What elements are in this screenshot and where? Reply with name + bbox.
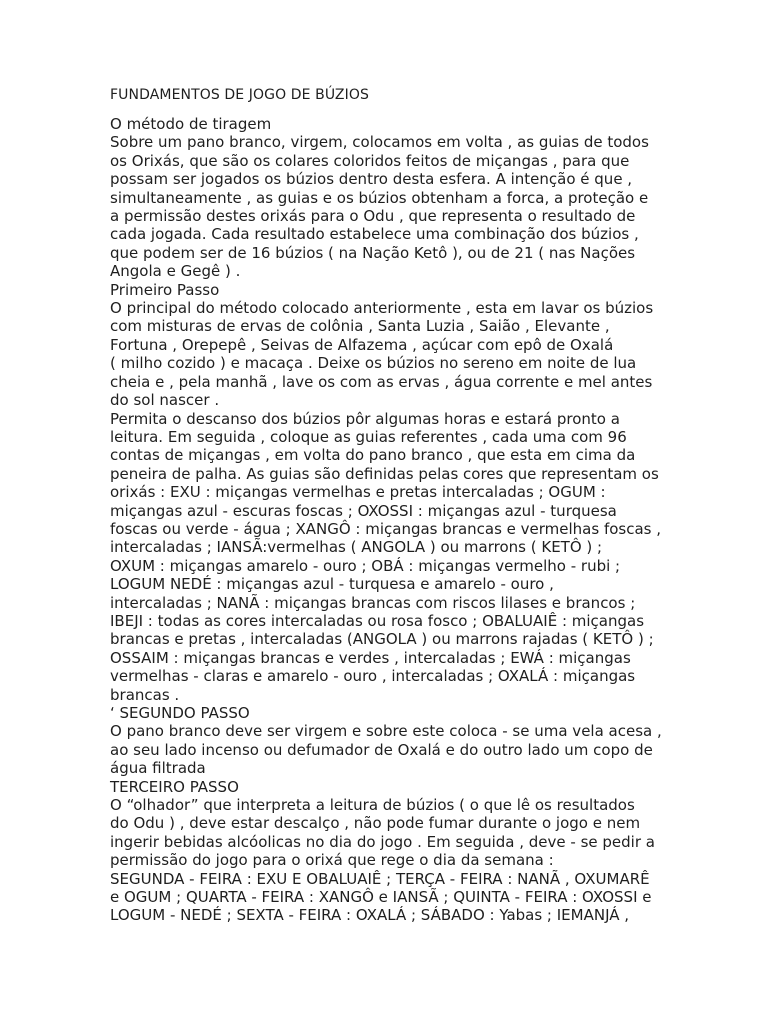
text-line: O principal do método colocado anteriormente , esta em lavar os búzios bbox=[110, 299, 654, 318]
text-line: possam ser jogados os búzios dentro desta esfera. A intenção é que , bbox=[110, 170, 633, 189]
text-line: água filtrada bbox=[110, 759, 206, 778]
text-line: ( milho cozido ) e macaça . Deixe os búzios no sereno em noite de lua bbox=[110, 354, 637, 373]
document-title: FUNDAMENTOS DE JOGO DE BÚZIOS bbox=[110, 87, 369, 103]
text-line: brancas . bbox=[110, 685, 180, 704]
text-line: miçangas azul - escuras foscas ; OXOSSI : miçangas azul - turquesa bbox=[110, 501, 617, 520]
text-line: O método de tiragem bbox=[110, 115, 272, 133]
text-line: Fortuna , Orepepê , Seivas de Alfazema , açúcar com epô de Oxalá bbox=[110, 335, 614, 354]
text-line: cada jogada. Cada resultado estabelece uma combinação dos búzios , bbox=[110, 225, 639, 244]
document-body bbox=[110, 115, 670, 925]
text-line: O pano branco deve ser virgem e sobre este coloca - se uma vela acesa , bbox=[110, 722, 662, 741]
text-line: orixás : EXU : miçangas vermelhas e pretas intercaladas ; OGUM : bbox=[110, 483, 606, 502]
text-line: foscas ou verde - água ; XANGÔ : miçangas brancas e vermelhas foscas , bbox=[110, 519, 662, 538]
text-line: Angola e Gegê ) . bbox=[110, 262, 241, 281]
text-line: Sobre um pano branco, virgem, colocamos em volta , as guias de todos bbox=[110, 133, 649, 152]
text-line: leitura. Em seguida , coloque as guias referentes , cada uma com 96 bbox=[110, 427, 627, 446]
text-line: intercaladas ; IANSÃ:vermelhas ( ANGOLA ) ou marrons ( KETÔ ) ; bbox=[110, 538, 603, 557]
text-line: peneira de palha. As guias são definidas pelas cores que representam os bbox=[110, 464, 659, 483]
text-line: os Orixás, que são os colares coloridos feitos de miçangas , para que bbox=[110, 151, 630, 170]
text-line: ingerir bebidas alcóolicas no dia do jogo . Em seguida , deve - se pedir a bbox=[110, 832, 655, 851]
text-line: O “olhador” que interpreta a leitura de búzios ( o que lê os resultados bbox=[110, 796, 635, 815]
text-line: ‘ SEGUNDO PASSO bbox=[110, 704, 250, 722]
text-line: Permita o descanso dos búzios pôr algumas horas e estará pronto a bbox=[110, 409, 620, 428]
text-line: contas de miçangas , em volta do pano branco , que esta em cima da bbox=[110, 446, 636, 465]
text-line: e OGUM ; QUARTA - FEIRA : XANGÔ e IANSÃ ; QUINTA - FEIRA : OXOSSI e bbox=[110, 888, 652, 907]
text-line: TERCEIRO PASSO bbox=[110, 777, 239, 796]
text-line: vermelhas - claras e amarelo - ouro , intercaladas ; OXALÁ : miçangas bbox=[110, 667, 636, 686]
text-line: a permissão destes orixás para o Odu , que representa o resultado de bbox=[110, 207, 636, 226]
text-line: do sol nascer . bbox=[110, 391, 220, 410]
text-line: LOGUM - NEDÉ ; SEXTA - FEIRA : OXALÁ ; SÁBADO : Yabas ; IEMANJÁ , bbox=[110, 906, 630, 925]
text-line: brancas e pretas , intercaladas (ANGOLA ) ou marrons rajadas ( KETÔ ) ; bbox=[110, 630, 654, 649]
text-line: OXUM : miçangas amarelo - ouro ; OBÁ : miçangas vermelho - rubi ; bbox=[110, 556, 621, 575]
text-line: OSSAIM : miçangas brancas e verdes , intercaladas ; EWÁ : miçangas bbox=[110, 648, 631, 667]
text-line: permissão do jogo para o orixá que rege o dia da semana : bbox=[110, 851, 554, 870]
text-line: com misturas de ervas de colônia , Santa Luzia , Saião , Elevante , bbox=[110, 317, 610, 336]
text-line: que podem ser de 16 búzios ( na Nação Ketô ), ou de 21 ( nas Nações bbox=[110, 243, 636, 262]
text-line: LOGUM NEDÉ : miçangas azul - turquesa e amarelo - ouro , bbox=[110, 575, 554, 594]
text-line: IBEJI : todas as cores intercaladas ou rosa fosco ; OBALUAIÊ : miçangas bbox=[110, 611, 645, 630]
text-line: cheia e , pela manhã , lave os com as ervas , água corrente e mel antes bbox=[110, 372, 653, 391]
text-line: do Odu ) , deve estar descalço , não pode fumar durante o jogo e nem bbox=[110, 814, 641, 833]
text-line: SEGUNDA - FEIRA : EXU E OBALUAIÊ ; TERÇA - FEIRA : NANÃ , OXUMARÊ bbox=[110, 869, 650, 888]
text-line: simultaneamente , as guias e os búzios obtenham a forca, a proteção e bbox=[110, 188, 649, 207]
document-page bbox=[110, 84, 670, 925]
text-line: ao seu lado incenso ou defumador de Oxalá e do outro lado um copo de bbox=[110, 740, 653, 759]
text-line: Primeiro Passo bbox=[110, 280, 220, 299]
text-line: intercaladas ; NANÃ : miçangas brancas com riscos lilases e brancos ; bbox=[110, 593, 636, 612]
